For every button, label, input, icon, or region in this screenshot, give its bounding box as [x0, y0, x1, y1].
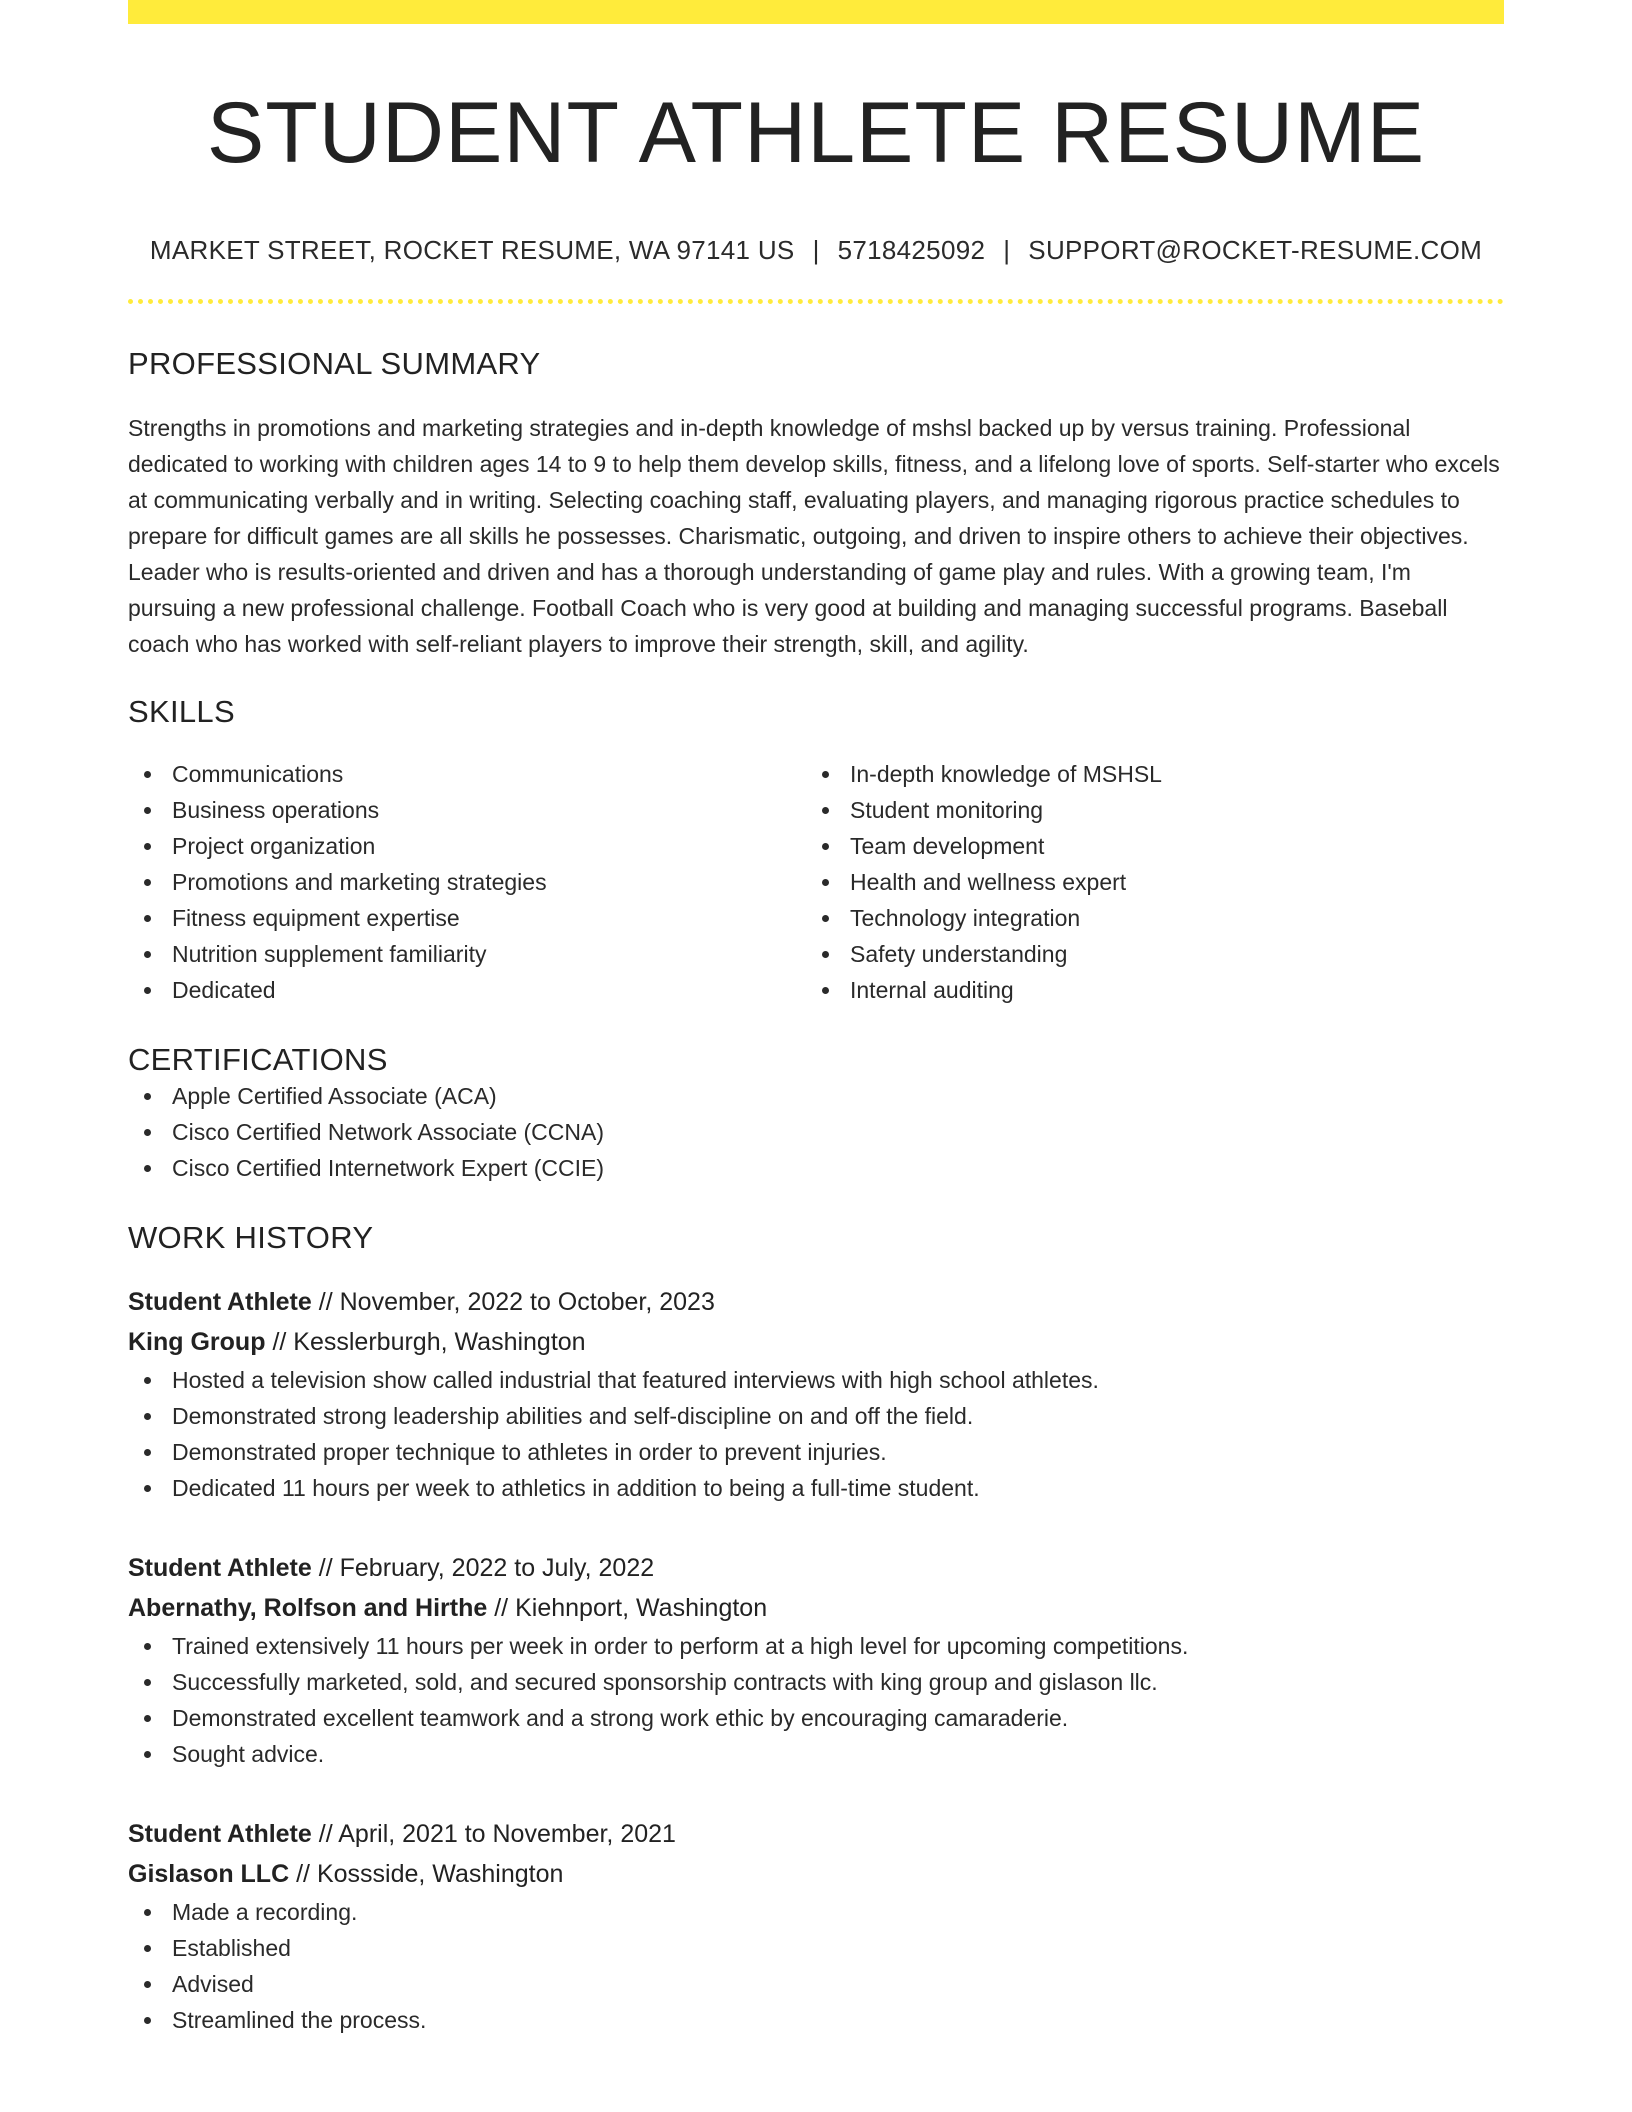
- bullet-dot-icon: [144, 1165, 151, 1172]
- skills-list-left: [128, 756, 806, 1008]
- summary-heading: PROFESSIONAL SUMMARY: [128, 345, 541, 381]
- bullet-dot-icon: [822, 771, 829, 778]
- job-bullet-item-text: Demonstrated strong leadership abilities and self-discipline on and off the field.: [172, 1402, 974, 1429]
- job-bullet-item-text: Trained extensively 11 hours per week in order to perform at a high level for upcoming competitions.: [172, 1632, 1189, 1659]
- bullet-dot-icon: [144, 1485, 151, 1492]
- certifications-list: [128, 1078, 1504, 1186]
- bullet-dot-icon: [144, 1093, 151, 1100]
- skills-list-right: [806, 756, 1484, 1008]
- bullet-dot-icon: [144, 1945, 151, 1952]
- bullet-dot-icon: [144, 951, 151, 958]
- resume-title: STUDENT ATHLETE RESUME: [206, 85, 1426, 181]
- certification-item-text: Cisco Certified Network Associate (CCNA): [172, 1118, 605, 1145]
- job-bullet-item-text: Established: [172, 1934, 291, 1961]
- contact-line: [128, 235, 1504, 266]
- certification-item: [128, 1150, 1504, 1186]
- job-company: Abernathy, Rolfson and Hirthe: [128, 1593, 488, 1622]
- job-company-line: [128, 1588, 1504, 1628]
- job-location: Kiehnport, Washington: [515, 1593, 768, 1622]
- accent-top-bar: [128, 0, 1504, 24]
- skill-item: [806, 792, 1484, 828]
- bullet-dot-icon: [144, 1413, 151, 1420]
- work-history-list: [128, 1282, 1504, 2038]
- job-bullet-item: [128, 2002, 1504, 2038]
- skill-item: [128, 936, 806, 972]
- job-title: Student Athlete: [128, 1287, 312, 1316]
- bullet-dot-icon: [822, 915, 829, 922]
- bullet-dot-icon: [144, 1449, 151, 1456]
- bullet-dot-icon: [144, 1643, 151, 1650]
- bullet-dot-icon: [822, 951, 829, 958]
- certifications-heading: CERTIFICATIONS: [128, 1041, 388, 1077]
- skill-item: [128, 828, 806, 864]
- skills-heading: SKILLS: [128, 693, 235, 729]
- bullet-dot-icon: [822, 879, 829, 886]
- job-company: Gislason LLC: [128, 1859, 290, 1888]
- skill-item: [806, 864, 1484, 900]
- skill-item-text: Fitness equipment expertise: [172, 904, 460, 931]
- bullet-dot-icon: [144, 1981, 151, 1988]
- job-location: Kossside, Washington: [316, 1859, 564, 1888]
- contact-phone: 5718425092: [837, 234, 986, 265]
- bullet-dot-icon: [144, 987, 151, 994]
- bullet-dot-icon: [144, 879, 151, 886]
- skill-item: [128, 972, 806, 1008]
- job-bullet-item-text: Successfully marketed, sold, and secured sponsorship contracts with king group and gislason llc.: [172, 1668, 1158, 1695]
- bullet-dot-icon: [822, 843, 829, 850]
- contact-separator: |: [812, 234, 820, 265]
- bullet-dot-icon: [144, 1679, 151, 1686]
- job-bullet-item-text: Streamlined the process.: [172, 2006, 427, 2033]
- job-bullet-item: [128, 1966, 1504, 2002]
- job-bullet-item: [128, 1362, 1504, 1398]
- job-location: Kesslerburgh, Washington: [293, 1327, 586, 1356]
- job-title-line: [128, 1814, 1504, 1854]
- skill-item: [806, 972, 1484, 1008]
- job-title-line: [128, 1548, 1504, 1588]
- bullet-dot-icon: [144, 1129, 151, 1136]
- job-bullets: [128, 1894, 1504, 2038]
- job-dates: November, 2022 to October, 2023: [339, 1287, 715, 1316]
- skills-column-left: [128, 756, 806, 1008]
- skill-item-text: In-depth knowledge of MSHSL: [850, 760, 1162, 787]
- skill-item-text: Dedicated: [172, 976, 276, 1003]
- skill-item-text: Project organization: [172, 832, 376, 859]
- skill-item: [128, 792, 806, 828]
- job-separator: //: [318, 1287, 333, 1316]
- skill-item: [806, 828, 1484, 864]
- job-bullet-item-text: Dedicated 11 hours per week to athletics in addition to being a full-time student.: [172, 1474, 980, 1501]
- bullet-dot-icon: [144, 843, 151, 850]
- bullet-dot-icon: [144, 1715, 151, 1722]
- job-title-line: [128, 1282, 1504, 1322]
- contact-address: MARKET STREET, ROCKET RESUME, WA 97141 US: [149, 234, 795, 265]
- skill-item-text: Health and wellness expert: [850, 868, 1127, 895]
- job-company-line: [128, 1854, 1504, 1894]
- job-bullet-item: [128, 1664, 1504, 1700]
- job-entry: [128, 1548, 1504, 1772]
- summary-text: Strengths in promotions and marketing strategies and in-depth knowledge of mshsl backed up by versus training. Professional dedicated to working with children ages 14 to 9 to help them develop skills, fitness, and a lifelong love of sports. Self-starter who excels at communicating verbally and in writing. Selecting coaching staff, evaluating players, and managing rigorous practice schedules to prepare for difficult games are all skills he possesses. Charismatic, outgoing, and driven to inspire others to achieve their objectives. Leader who is results-oriented and driven and has a thorough understanding of game play and rules. With a growing team, I'm pursuing a new professional challenge. Football Coach who is very good at building and managing successful programs. Baseball coach who has worked with self-reliant players to improve their strength, skill, and agility.: [128, 414, 1500, 657]
- skills-column-right: [806, 756, 1484, 1008]
- job-separator: //: [296, 1859, 310, 1888]
- job-bullet-item: [128, 1700, 1504, 1736]
- job-separator: //: [272, 1327, 287, 1356]
- skill-item-text: Business operations: [172, 796, 380, 823]
- job-bullets: [128, 1628, 1504, 1772]
- skill-item-text: Communications: [172, 760, 344, 787]
- bullet-dot-icon: [144, 1751, 151, 1758]
- bullet-dot-icon: [822, 987, 829, 994]
- skill-item: [806, 900, 1484, 936]
- skill-item: [806, 756, 1484, 792]
- job-company: King Group: [128, 1327, 266, 1356]
- job-bullet-item: [128, 1470, 1504, 1506]
- bullet-dot-icon: [144, 1909, 151, 1916]
- certification-item: [128, 1114, 1504, 1150]
- skill-item: [128, 900, 806, 936]
- job-title: Student Athlete: [128, 1553, 312, 1582]
- bullet-dot-icon: [144, 771, 151, 778]
- bullet-dot-icon: [144, 807, 151, 814]
- job-bullet-item: [128, 1930, 1504, 1966]
- job-bullet-item-text: Demonstrated excellent teamwork and a strong work ethic by encouraging camaraderie.: [172, 1704, 1069, 1731]
- skill-item-text: Internal auditing: [850, 976, 1014, 1003]
- job-bullet-item: [128, 1894, 1504, 1930]
- skill-item-text: Student monitoring: [850, 796, 1044, 823]
- job-bullet-item-text: Demonstrated proper technique to athletes in order to prevent injuries.: [172, 1438, 887, 1465]
- skill-item-text: Technology integration: [850, 904, 1081, 931]
- job-separator: //: [318, 1553, 333, 1582]
- skill-item: [128, 756, 806, 792]
- job-dates: February, 2022 to July, 2022: [339, 1553, 655, 1582]
- job-bullet-item-text: Made a recording.: [172, 1898, 358, 1925]
- job-bullet-item: [128, 1434, 1504, 1470]
- certification-item: [128, 1078, 1504, 1114]
- contact-separator: |: [1003, 234, 1011, 265]
- job-bullet-item: [128, 1398, 1504, 1434]
- job-bullet-item-text: Sought advice.: [172, 1740, 325, 1767]
- job-separator: //: [318, 1819, 333, 1848]
- bullet-dot-icon: [144, 2017, 151, 2024]
- job-title: Student Athlete: [128, 1819, 312, 1848]
- dotted-divider: [128, 299, 1504, 304]
- job-bullet-item: [128, 1628, 1504, 1664]
- certification-item-text: Cisco Certified Internetwork Expert (CCIE): [172, 1154, 605, 1181]
- skill-item-text: Promotions and marketing strategies: [172, 868, 547, 895]
- job-entry: [128, 1814, 1504, 2038]
- resume-page: [128, 0, 1504, 2038]
- job-entry: [128, 1282, 1504, 1506]
- contact-email: SUPPORT@ROCKET-RESUME.COM: [1028, 234, 1483, 265]
- job-bullet-item-text: Advised: [172, 1970, 254, 1997]
- bullet-dot-icon: [144, 1377, 151, 1384]
- job-bullets: [128, 1362, 1504, 1506]
- bullet-dot-icon: [144, 915, 151, 922]
- job-company-line: [128, 1322, 1504, 1362]
- job-dates: April, 2021 to November, 2021: [338, 1819, 676, 1848]
- job-separator: //: [494, 1593, 509, 1622]
- job-bullet-item: [128, 1736, 1504, 1772]
- job-bullet-item-text: Hosted a television show called industrial that featured interviews with high school athletes.: [172, 1366, 1099, 1393]
- skill-item-text: Team development: [850, 832, 1045, 859]
- skill-item: [128, 864, 806, 900]
- skills-grid: [128, 756, 1504, 1008]
- skill-item-text: Nutrition supplement familiarity: [172, 940, 487, 967]
- bullet-dot-icon: [822, 807, 829, 814]
- skill-item-text: Safety understanding: [850, 940, 1068, 967]
- work-history-heading: WORK HISTORY: [128, 1219, 374, 1255]
- certification-item-text: Apple Certified Associate (ACA): [172, 1082, 497, 1109]
- skill-item: [806, 936, 1484, 972]
